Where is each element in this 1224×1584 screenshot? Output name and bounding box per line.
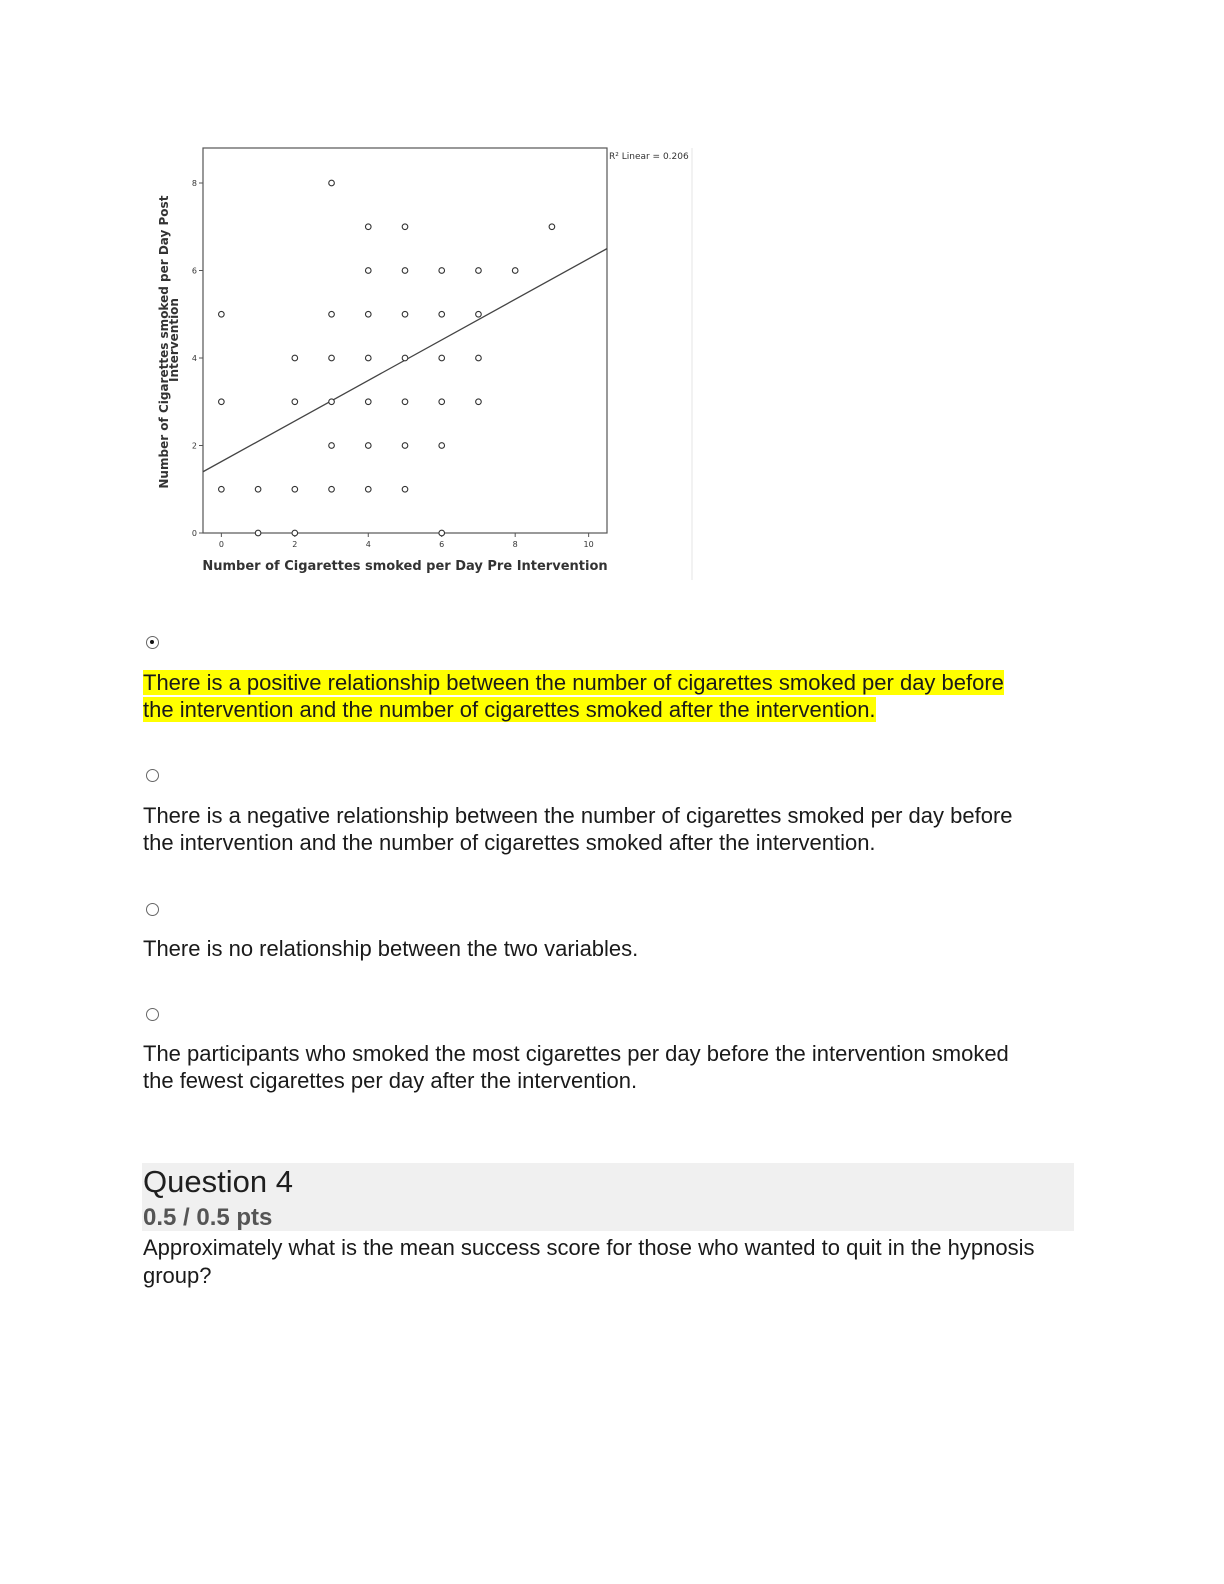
data-point [329, 180, 335, 186]
data-point [365, 399, 371, 405]
data-point [329, 486, 335, 492]
y-tick-label: 4 [191, 354, 197, 363]
data-point [292, 530, 298, 536]
data-point [365, 224, 371, 230]
data-point [439, 355, 445, 361]
plot-area [203, 148, 607, 533]
data-point [549, 224, 555, 230]
data-point [219, 311, 225, 317]
option-4-text: The participants who smoked the most cigarettes per day before the intervention smoked the fewest cigarettes per day after the intervention. [143, 1041, 1009, 1093]
data-point [439, 399, 445, 405]
data-point [219, 486, 225, 492]
y-tick-label: 2 [191, 441, 197, 451]
question-points: 0.5 / 0.5 pts [143, 1204, 273, 1231]
radio-option-1[interactable] [146, 636, 159, 649]
x-axis-label: Number of Cigarettes smoked per Day Pre Intervention [202, 559, 608, 574]
data-point [439, 530, 445, 536]
data-point [402, 224, 408, 230]
y-axis-label-line-1: Number of Cigarettes smoked per Day Post [157, 195, 171, 489]
data-point [255, 486, 261, 492]
data-point [476, 355, 482, 361]
option-2-text: There is a negative relationship between the number of cigarettes smoked per day before the intervention and the number of cigarettes smoked after the intervention. [143, 803, 1013, 855]
data-point [365, 268, 371, 274]
data-point [329, 355, 335, 361]
data-point [365, 443, 371, 449]
radio-option-4[interactable] [146, 1008, 159, 1021]
question-text: Approximately what is the mean success score for those who wanted to quit in the hypnosis group? [143, 1235, 1035, 1288]
data-point [439, 311, 445, 317]
r2-label: R² Linear = 0.206 [609, 152, 689, 162]
data-point [219, 399, 225, 405]
data-point [439, 443, 445, 449]
data-point [292, 486, 298, 492]
data-point [365, 311, 371, 317]
data-point [402, 443, 408, 449]
data-point [365, 486, 371, 492]
y-axis-label [157, 191, 181, 488]
scatter-plot [150, 140, 695, 585]
data-point [292, 399, 298, 405]
radio-option-2[interactable] [146, 769, 159, 782]
radio-option-3[interactable] [146, 903, 159, 916]
x-tick-label: 10 [583, 540, 594, 549]
x-tick-label: 0 [218, 540, 224, 549]
data-point [255, 530, 261, 536]
y-tick-label: 0 [191, 529, 197, 538]
y-axis-label-line-2: Intervention [167, 298, 181, 382]
data-point [476, 399, 482, 405]
data-point [365, 355, 371, 361]
data-point [402, 311, 408, 317]
data-point [402, 399, 408, 405]
option-1-highlight: There is a positive relationship between the number of cigarettes smoked per day before the intervention and the number of cigarettes smoked after the intervention. [143, 670, 1004, 722]
x-tick-label: 8 [512, 540, 518, 549]
data-point [402, 486, 408, 492]
question-title: Question 4 [143, 1164, 293, 1199]
data-point [402, 355, 408, 361]
option-3-text: There is no relationship between the two variables. [143, 936, 639, 961]
data-point [329, 399, 335, 405]
x-tick-label: 4 [365, 540, 371, 549]
data-point [476, 268, 482, 274]
data-point [439, 268, 445, 274]
data-point [402, 268, 408, 274]
x-tick-label: 2 [292, 540, 298, 549]
data-point [476, 311, 482, 317]
option-1-text [143, 669, 1023, 723]
data-point [292, 355, 298, 361]
y-tick-label: 6 [191, 266, 197, 276]
data-point [512, 268, 518, 274]
x-axis-ticks [219, 533, 594, 549]
y-axis-ticks [192, 179, 203, 538]
x-tick-label: 6 [439, 540, 445, 549]
y-tick-label: 8 [191, 179, 197, 188]
data-point [329, 443, 335, 449]
data-point [329, 311, 335, 317]
